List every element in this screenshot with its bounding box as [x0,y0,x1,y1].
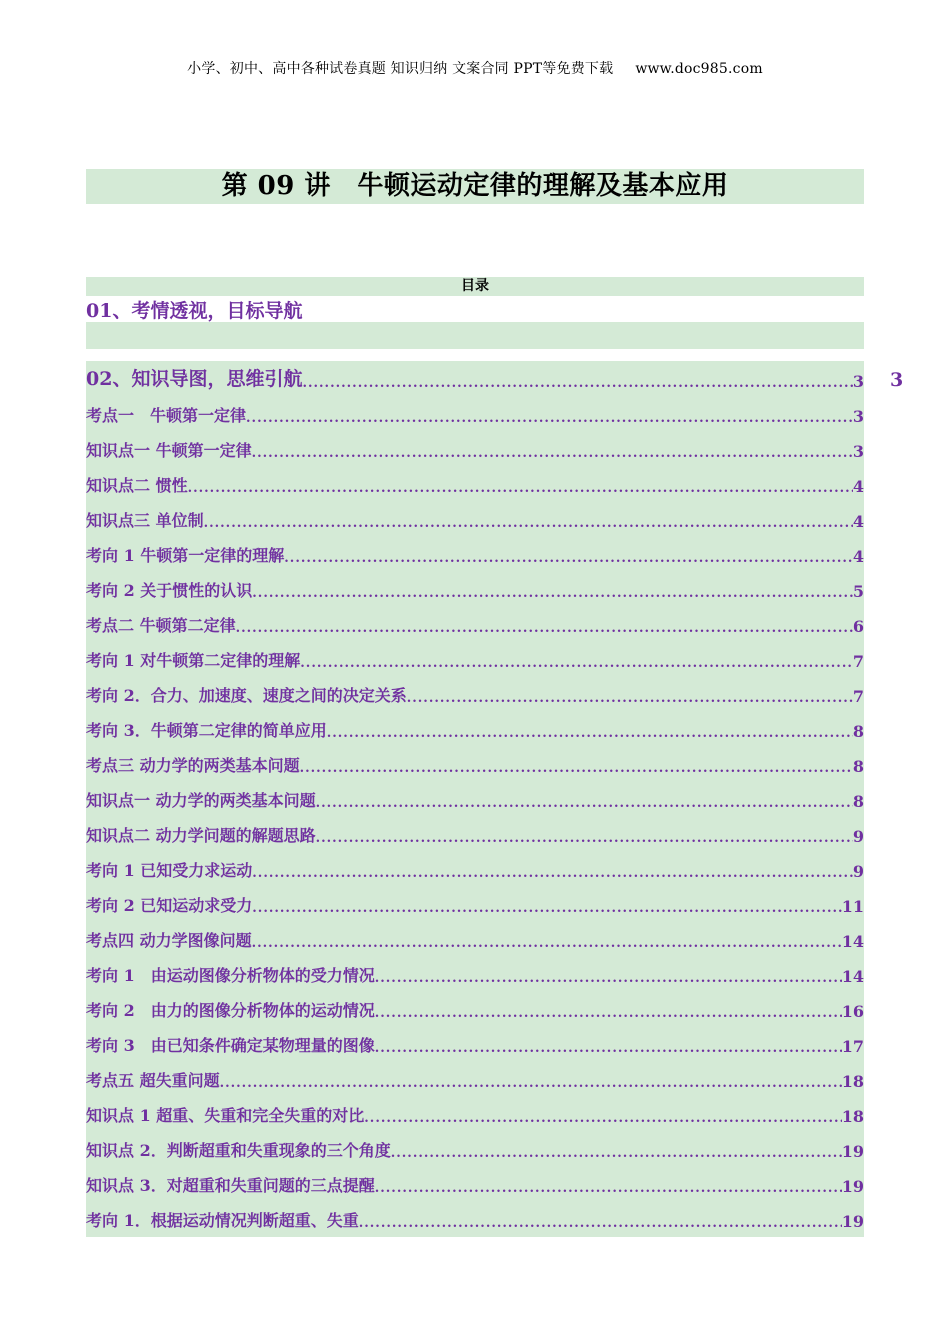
toc-entry-extra-page: 3 [890,369,904,391]
toc-entry[interactable] [86,1062,864,1097]
toc-entry-label: 知识点一 牛顿第一定律 [86,441,252,460]
toc-entry-page: 18 [841,1107,864,1126]
toc-entry-label: 考点三 动力学的两类基本问题 [86,756,300,775]
toc-leader-dots [302,376,852,397]
toc-entry-page: 6 [852,617,864,636]
toc-leader-dots [327,726,853,747]
toc-leader-dots [391,1146,842,1167]
toc-entry[interactable] [86,992,864,1027]
toc-entry[interactable] [86,852,864,887]
toc-entry-page: 3 [852,372,864,391]
toc-entry-page: 3 [852,407,864,426]
toc-entry[interactable] [86,607,864,642]
toc-entry[interactable] [86,572,864,607]
toc-leader-dots [284,551,853,572]
toc-first-item-highlight [86,322,864,349]
toc-entry-label: 考向 1 牛顿第一定律的理解 [86,546,285,565]
toc-leader-dots [220,1076,842,1097]
toc-leader-dots [252,866,853,887]
toc-leader-dots [407,691,853,712]
toc-leader-dots [188,481,853,502]
toc-entry-page: 8 [852,757,864,776]
toc-entry[interactable] [86,1097,864,1132]
toc-leader-dots [375,971,842,992]
toc-entry-page: 14 [841,967,864,986]
toc-entry-label: 知识点 3．对超重和失重问题的三点提醒 [86,1176,375,1195]
toc-entry-label: 知识点 1 超重、失重和完全失重的对比 [86,1106,365,1125]
toc-entry-page: 18 [841,1072,864,1091]
toc-entry-label: 知识点 2．判断超重和失重现象的三个角度 [86,1141,391,1160]
toc-first-item[interactable] [86,297,864,361]
header-text: 小学、初中、高中各种试卷真题 知识归纳 文案合同 PPT等免费下载 [187,61,614,77]
toc-entry-page: 14 [841,932,864,951]
toc-entry-label: 考向 2 由力的图像分析物体的运动情况 [86,1001,375,1020]
toc-entry-page: 9 [852,862,864,881]
toc-entry-label: 考向 1 已知受力求运动 [86,861,253,880]
toc-entry-label: 知识点二 惯性 [86,476,188,495]
toc-entry[interactable] [86,922,864,957]
toc-entry-page: 19 [841,1212,864,1231]
toc-entry-page: 8 [852,722,864,741]
toc-entry[interactable] [86,712,864,747]
toc-leader-dots [359,1216,842,1237]
toc-leader-dots [316,796,853,817]
toc-entry[interactable] [86,1027,864,1062]
toc-entry-label: 考向 3 由已知条件确定某物理量的图像 [86,1036,375,1055]
toc-entry-page: 16 [841,1002,864,1021]
toc-entry[interactable] [86,1202,864,1237]
toc-leader-dots [246,411,853,432]
toc-list [86,361,904,1237]
toc-entry-label: 考向 2 关于惯性的认识 [86,581,253,600]
toc-entry-page: 4 [852,512,864,531]
toc-entry-label: 考向 1 对牛顿第二定律的理解 [86,651,301,670]
toc-entry[interactable] [86,397,864,432]
toc-heading: 目录 [86,277,864,296]
toc-entry[interactable] [86,782,864,817]
toc-entry[interactable] [86,957,864,992]
toc-entry[interactable] [86,817,864,852]
toc-entry-label: 考向 1．根据运动情况判断超重、失重 [86,1211,359,1230]
toc-leader-dots [364,1111,841,1132]
toc-entry[interactable] [86,747,864,782]
toc-entry[interactable] [86,887,864,922]
toc-entry[interactable] [86,361,904,397]
toc-entry-label: 02、知识导图，思维引航 [86,368,303,390]
toc-leader-dots [375,1041,842,1062]
toc-leader-dots [375,1181,842,1202]
toc-entry[interactable] [86,1167,864,1202]
toc-entry[interactable] [86,537,864,572]
toc-entry-label: 知识点一 动力学的两类基本问题 [86,791,316,810]
toc-leader-dots [252,936,842,957]
toc-entry[interactable] [86,642,864,677]
toc-leader-dots [252,586,853,607]
toc-entry[interactable] [86,432,864,467]
toc-entry-label: 考点五 超失重问题 [86,1071,220,1090]
toc-entry-page: 9 [852,827,864,846]
toc-entry-label: 知识点二 动力学问题的解题思路 [86,826,316,845]
toc-entry-page: 4 [852,477,864,496]
toc-entry-page: 17 [841,1037,864,1056]
toc-leader-dots [375,1006,842,1027]
toc-entry-label: 考向 1 由运动图像分析物体的受力情况 [86,966,375,985]
toc-entry-label: 考向 2．合力、加速度、速度之间的决定关系 [86,686,407,705]
toc-entry-page: 7 [852,687,864,706]
toc-entry[interactable] [86,1132,864,1167]
toc-entry-page: 5 [852,582,864,601]
toc-entry-page: 4 [852,547,864,566]
page-header [0,58,950,78]
toc-entry-label: 知识点三 单位制 [86,511,204,530]
toc-entry-label: 考点四 动力学图像问题 [86,931,252,950]
toc-entry-label: 考向 2 已知运动求受力 [86,896,253,915]
toc-entry-page: 19 [841,1177,864,1196]
toc-leader-dots [300,656,853,677]
toc-leader-dots [300,761,853,782]
toc-entry[interactable] [86,677,864,712]
toc-entry-label: 考点二 牛顿第二定律 [86,616,236,635]
toc-entry[interactable] [86,502,864,537]
toc-entry-label: 考点一 牛顿第一定律 [86,406,247,425]
toc-entry[interactable] [86,467,864,502]
toc-entry-page: 19 [841,1142,864,1161]
toc-entry-page: 3 [852,442,864,461]
toc-entry-page: 8 [852,792,864,811]
toc-entry-page: 7 [852,652,864,671]
toc-leader-dots [316,831,853,852]
toc-leader-dots [236,621,853,642]
toc-leader-dots [204,516,853,537]
toc-entry-page: 11 [841,897,864,916]
toc-leader-dots [252,446,853,467]
document-title: 第 09 讲 牛顿运动定律的理解及基本应用 [86,169,864,204]
toc-first-item-label: 01、考情透视，目标导航 [86,300,303,322]
toc-leader-dots [252,901,841,922]
toc-entry-label: 考向 3．牛顿第二定律的简单应用 [86,721,327,740]
header-site-link[interactable]: www.doc985.com [635,61,763,77]
